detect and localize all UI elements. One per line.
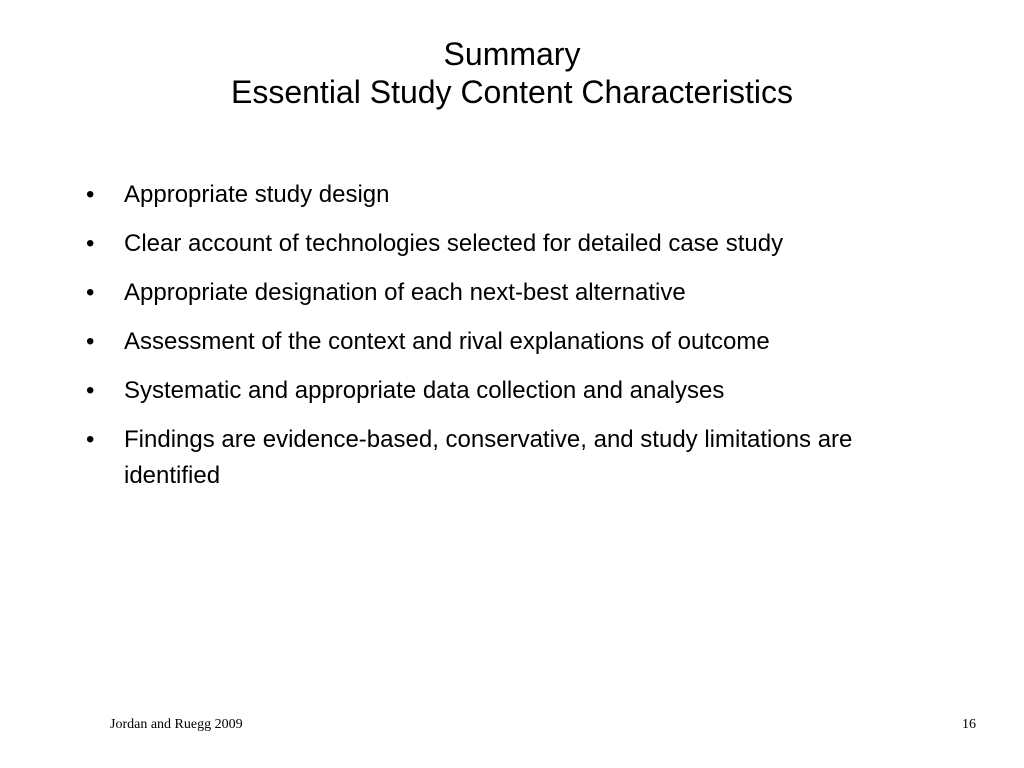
bullet-text: Systematic and appropriate data collection and analyses [124, 377, 725, 404]
bullet-item [86, 275, 926, 311]
bullet-item [86, 177, 926, 213]
bullet-text: Assessment of the context and rival explanations of outcome [124, 328, 770, 355]
bullet-item [86, 226, 926, 262]
bullet-dot-icon: • [86, 279, 95, 306]
bullet-text: Appropriate study design [124, 181, 390, 208]
bullet-text: Appropriate designation of each next-best alternative [124, 279, 686, 306]
title-line-subtitle: Essential Study Content Characteristics [230, 74, 794, 110]
bullet-text: Findings are evidence-based, conservative, and study limitations are identified [124, 426, 853, 489]
bullet-list [86, 177, 926, 507]
bullet-item [86, 422, 926, 494]
page-number: 16 [962, 717, 976, 732]
bullet-dot-icon: • [86, 377, 95, 404]
bullet-dot-icon: • [86, 328, 95, 355]
footer-citation: Jordan and Ruegg 2009 [110, 717, 243, 732]
bullet-dot-icon: • [86, 230, 95, 257]
bullet-item [86, 324, 926, 360]
bullet-dot-icon: • [86, 426, 95, 453]
title-line-summary: Summary [443, 36, 581, 72]
bullet-item [86, 373, 926, 409]
bullet-text: Clear account of technologies selected for detailed case study [124, 230, 784, 257]
slide-title [0, 35, 1024, 111]
bullet-dot-icon: • [86, 181, 95, 208]
